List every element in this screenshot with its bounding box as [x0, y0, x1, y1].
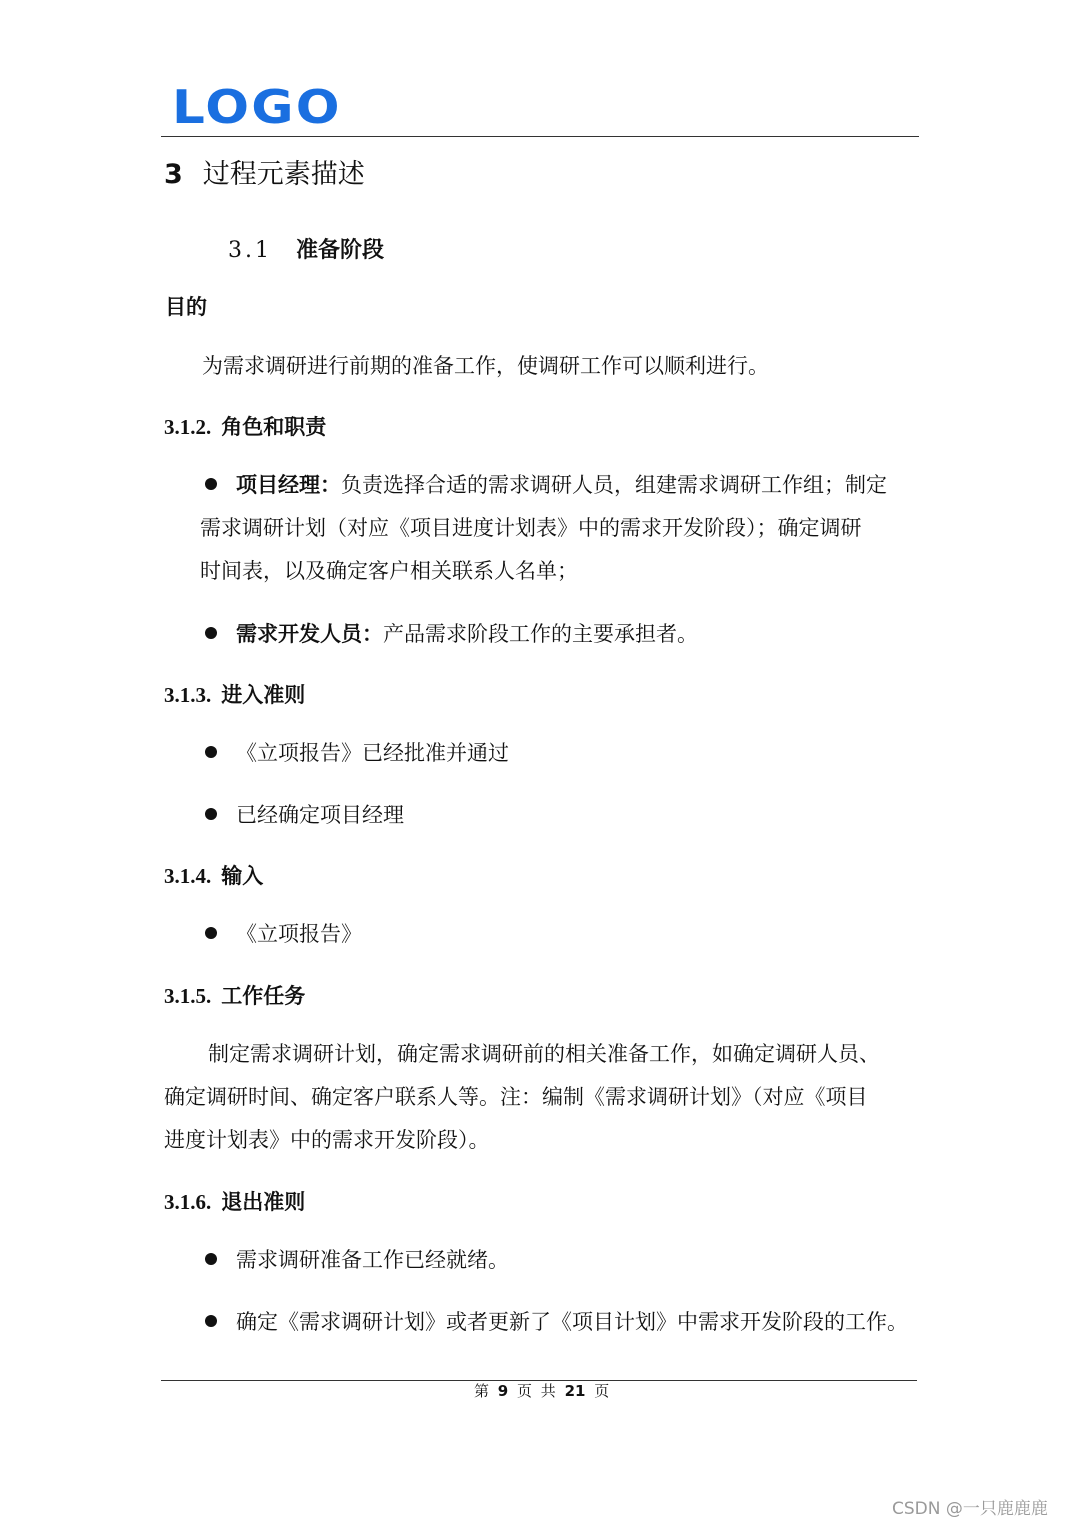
footer-prefix: 第: [474, 1382, 490, 1400]
input-heading: [164, 863, 263, 889]
list-item: 需求调研准备工作已经就绪。: [236, 1248, 509, 1272]
roles-heading: [164, 414, 326, 440]
tasks-body-line: 进度计划表》中的需求开发阶段）。: [164, 1128, 490, 1152]
role-desc-line: 需求调研计划（对应《项目进度计划表》中的需求开发阶段）；确定调研: [200, 516, 862, 540]
roles-number: 3.1.2.: [164, 415, 212, 439]
total-pages: 21: [564, 1382, 586, 1400]
role-desc-line: 时间表，以及确定客户相关联系人名单；: [200, 559, 578, 583]
tasks-body-line: 确定调研时间、确定客户联系人等。注：编制《需求调研计划》（对应《项目: [164, 1085, 868, 1109]
role-desc-line: 产品需求阶段工作的主要承担者。: [383, 622, 698, 646]
tasks-number: 3.1.5.: [164, 984, 212, 1008]
input-number: 3.1.4.: [164, 864, 212, 888]
header-divider: [161, 136, 919, 137]
logo: LOGO: [172, 80, 342, 134]
role-label: 项目经理：: [236, 472, 341, 497]
subsection-heading: [228, 236, 384, 265]
purpose-body: 为需求调研进行前期的准备工作，使调研工作可以顺利进行。: [202, 354, 769, 378]
entry-title: 进入准则: [221, 682, 306, 707]
watermark: CSDN @一只鹿鹿鹿: [892, 1499, 1048, 1519]
footer-middle: 页 共: [517, 1382, 556, 1400]
list-item: [236, 621, 698, 647]
tasks-heading: [164, 983, 305, 1009]
tasks-body-line: 制定需求调研计划，确定需求调研前的相关准备工作，如确定调研人员、: [208, 1042, 880, 1066]
bullet-icon: [205, 927, 217, 939]
bullet-icon: [205, 746, 217, 758]
entry-heading: [164, 682, 305, 708]
list-item: 《立项报告》: [236, 922, 362, 946]
subsection-number: 3.1: [228, 238, 272, 263]
exit-number: 3.1.6.: [164, 1190, 212, 1214]
list-item: [236, 472, 887, 498]
bullet-icon: [205, 1315, 217, 1327]
role-desc-line: 负责选择合适的需求调研人员，组建需求调研工作组；制定: [341, 473, 887, 497]
list-item: 《立项报告》已经批准并通过: [236, 741, 509, 765]
exit-heading: [164, 1189, 305, 1215]
current-page: 9: [497, 1382, 509, 1400]
section-title: 过程元素描述: [202, 159, 365, 190]
section-heading: [164, 158, 365, 192]
bullet-icon: [205, 808, 217, 820]
list-item: 确定《需求调研计划》或者更新了《项目计划》中需求开发阶段的工作。: [236, 1310, 908, 1334]
section-number: 3: [164, 159, 183, 190]
roles-title: 角色和职责: [221, 414, 327, 439]
subsection-title: 准备阶段: [296, 237, 385, 263]
bullet-icon: [205, 1253, 217, 1265]
input-title: 输入: [221, 863, 264, 888]
entry-number: 3.1.3.: [164, 683, 212, 707]
tasks-title: 工作任务: [221, 983, 306, 1008]
footer-suffix: 页: [594, 1382, 610, 1400]
bullet-icon: [205, 478, 217, 490]
purpose-heading: 目的: [165, 294, 207, 319]
exit-title: 退出准则: [221, 1189, 306, 1214]
role-label: 需求开发人员：: [236, 621, 383, 646]
bullet-icon: [205, 627, 217, 639]
list-item: 已经确定项目经理: [236, 803, 404, 827]
page-number-footer: [474, 1381, 609, 1401]
